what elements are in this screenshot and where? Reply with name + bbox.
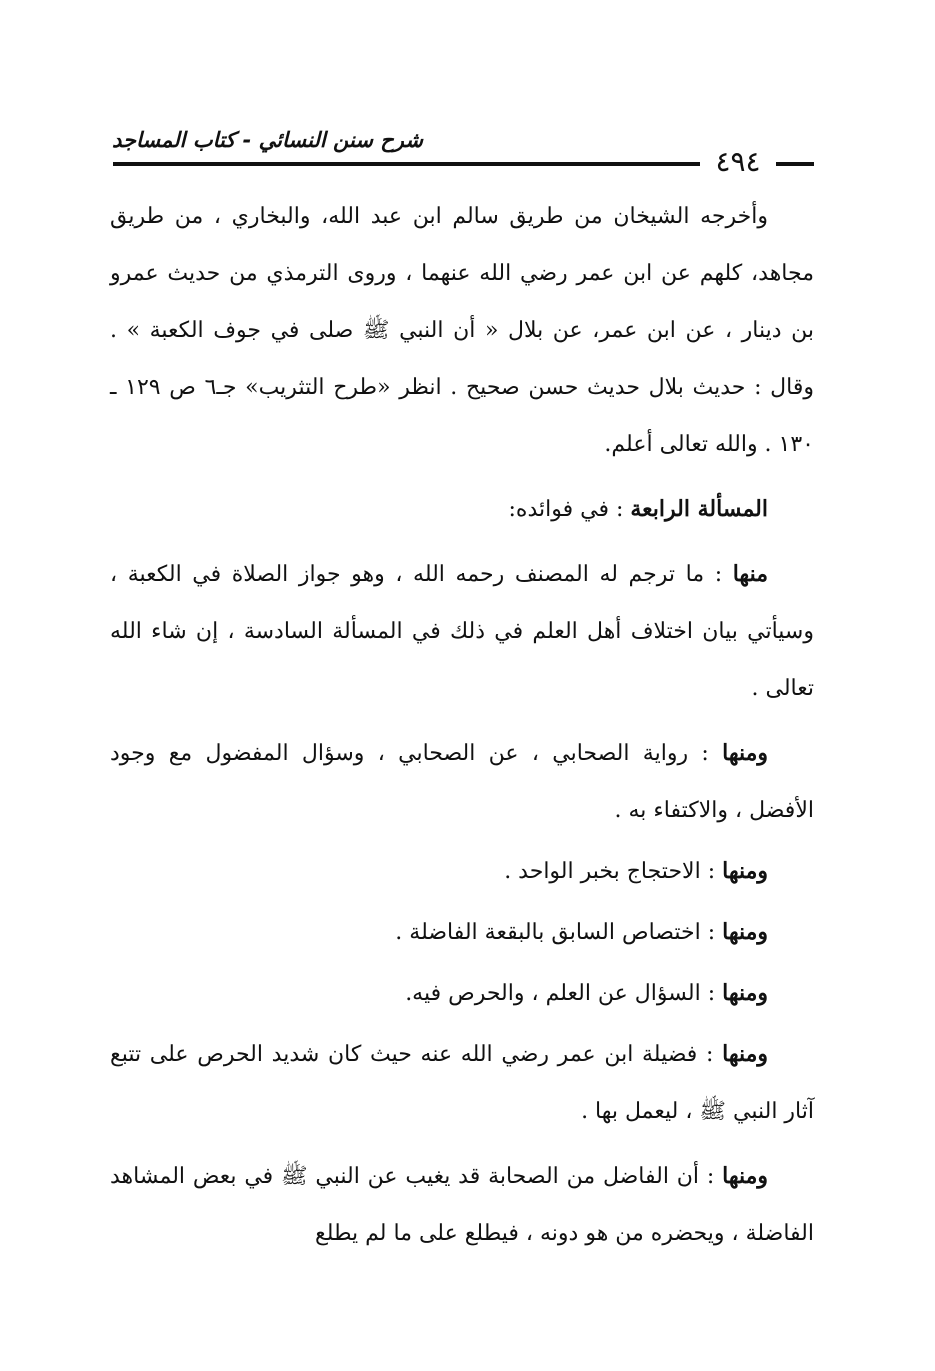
benefit-3-keyword: ومنها — [722, 858, 768, 884]
benefit-2-keyword: ومنها — [722, 740, 768, 766]
page-body — [110, 188, 814, 1262]
running-header-title: شرح سنن النسائي - كتاب المساجد — [112, 128, 423, 152]
benefit-5 — [110, 965, 814, 1022]
benefit-6-keyword: ومنها — [722, 1041, 768, 1067]
benefit-7-keyword: ومنها — [722, 1163, 768, 1189]
benefit-6 — [110, 1026, 814, 1140]
benefit-3 — [110, 843, 814, 900]
benefit-6-text: : فضيلة ابن عمر رضي الله عنه حيث كان شديد الحرص على تتبع آثار النبي ﷺ ، ليعمل بها . — [110, 1042, 814, 1124]
benefit-7 — [110, 1148, 814, 1262]
benefit-5-text: : السؤال عن العلم ، والحرص فيه. — [405, 981, 723, 1006]
benefit-1 — [110, 546, 814, 717]
benefit-1-keyword: منها — [732, 561, 768, 587]
header-rule — [113, 162, 700, 166]
benefit-4-text: : اختصاص السابق بالبقعة الفاضلة . — [395, 920, 723, 945]
benefit-1-text: : ما ترجم له المصنف رحمه الله ، وهو جواز الصلاة في الكعبة ، وسيأتي بيان اختلاف أهل العلم في ذلك في المسألة السادسة ، إن شاء الله تعالى . — [110, 562, 814, 701]
benefit-5-keyword: ومنها — [722, 980, 768, 1006]
page-number-dash — [776, 162, 814, 166]
section-heading-label: المسألة الرابعة — [630, 496, 768, 522]
benefit-2-text: : رواية الصحابي ، عن الصحابي ، وسؤال المفضول مع وجود الأفضل ، والاكتفاء به . — [110, 741, 814, 823]
benefit-3-text: : الاحتجاج بخبر الواحد . — [504, 859, 723, 884]
benefit-7-text: : أن الفاضل من الصحابة قد يغيب عن النبي ﷺ في بعض المشاهد الفاضلة ، ويحضره من هو دونه ، فيطلع على ما لم يطلع — [110, 1164, 814, 1246]
section-heading-rest: : في فوائده: — [508, 497, 631, 522]
section-heading — [110, 481, 814, 538]
paragraph-takhrij: وأخرجه الشيخان من طريق سالم ابن عبد الله، والبخاري ، من طريق مجاهد، كلهم عن ابن عمر رضي الله عنهما ، وروى الترمذي من حديث عمرو بن دينار ، عن ابن عمر، عن بلال « أن النبي ﷺ صلى في جوف الكعبة » . وقال : حديث بلال حديث حسن صحيح . انظر «طرح التثريب» جـ٦ ص ١٢٩ ـ ١٣٠ . والله تعالى أعلم. — [110, 204, 814, 457]
benefit-2 — [110, 725, 814, 839]
page-number: ٤٩٤ — [715, 145, 761, 178]
benefit-4-keyword: ومنها — [722, 919, 768, 945]
benefit-4 — [110, 904, 814, 961]
